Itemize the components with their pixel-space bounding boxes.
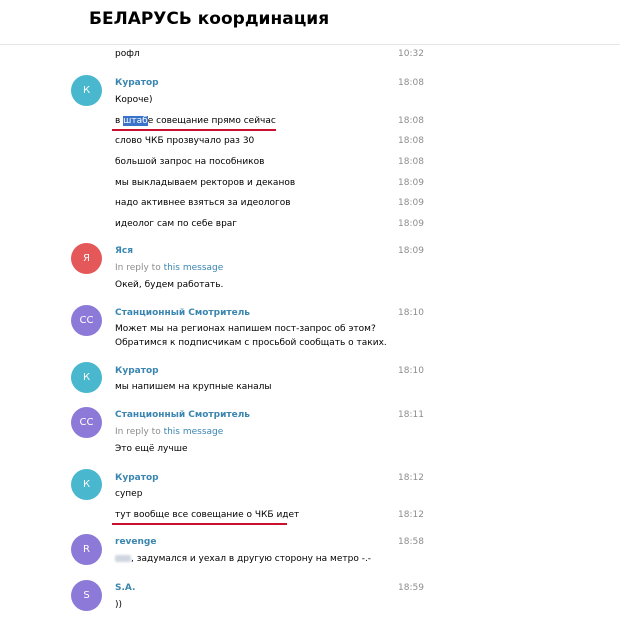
message-text: надо активнее взяться за идеологов xyxy=(115,198,291,208)
message-text xyxy=(115,553,371,566)
reply-prefix: In reply to xyxy=(115,263,161,273)
reply-reference xyxy=(115,262,223,275)
avatar[interactable]: СС xyxy=(71,305,102,336)
message-text: мы выкладываем ректоров и деканов xyxy=(115,178,296,188)
message-time: 18:59 xyxy=(398,583,424,593)
message-author[interactable]: revenge xyxy=(115,537,157,547)
message-time: 18:11 xyxy=(398,410,424,420)
message-time: 18:09 xyxy=(398,178,424,188)
red-underline xyxy=(112,129,276,131)
reply-reference xyxy=(115,426,223,439)
message-time: 18:12 xyxy=(398,510,424,520)
message-text: рофл xyxy=(115,49,140,59)
message-author[interactable]: Станционный Смотритель xyxy=(115,308,250,318)
message-time: 18:58 xyxy=(398,537,424,547)
message-author[interactable]: Куратор xyxy=(115,473,159,483)
message-time: 18:08 xyxy=(398,136,424,146)
message-text: )) xyxy=(115,600,123,610)
message-time: 18:10 xyxy=(398,308,424,318)
message-time: 18:08 xyxy=(398,157,424,167)
message-author[interactable]: S.A. xyxy=(115,583,136,593)
message-text: Обратимся к подписчикам с просьбой сообщать о таких. xyxy=(115,338,387,348)
message-text: слово ЧКБ прозвучало раз 30 xyxy=(115,136,255,146)
message-time: 18:08 xyxy=(398,116,424,126)
message-text: большой запрос на пособников xyxy=(115,157,265,167)
message-text: Короче) xyxy=(115,95,153,105)
message-text: идеолог сам по себе враг xyxy=(115,219,238,229)
reply-prefix: In reply to xyxy=(115,427,161,437)
red-underline xyxy=(112,523,287,525)
message-time: 18:09 xyxy=(398,219,424,229)
avatar[interactable]: К xyxy=(71,469,102,500)
message-text-part: , задумался и уехал в другую сторону на метро -.- xyxy=(131,554,372,564)
message-time: 18:08 xyxy=(398,78,424,88)
avatar[interactable]: Я xyxy=(71,243,102,274)
message-text: Это ещё лучше xyxy=(115,444,188,454)
message-text: супер xyxy=(115,489,143,499)
chat-title: БЕЛАРУСЬ координация xyxy=(89,9,330,29)
message-text: тут вообще все совещание о ЧКБ идет xyxy=(115,510,300,520)
message-time: 10:32 xyxy=(398,49,424,59)
redacted-text xyxy=(115,555,131,562)
avatar[interactable]: R xyxy=(71,534,102,565)
selected-text: штаб xyxy=(123,116,148,126)
avatar[interactable]: S xyxy=(71,580,102,611)
message-text-part: в xyxy=(115,116,124,126)
message-author[interactable]: Куратор xyxy=(115,78,159,88)
message-text-part: е совещание прямо сейчас xyxy=(147,116,276,126)
chat-header xyxy=(0,0,620,45)
message-time: 18:09 xyxy=(398,246,424,256)
message-author[interactable]: Куратор xyxy=(115,366,159,376)
message-text: Может мы на регионах напишем пост-запрос об этом? xyxy=(115,324,376,334)
message-author[interactable]: Яся xyxy=(115,246,134,256)
avatar[interactable]: К xyxy=(71,75,102,106)
reply-link[interactable]: this message xyxy=(163,263,224,273)
message-time: 18:10 xyxy=(398,366,424,376)
message-text: Окей, будем работать. xyxy=(115,280,224,290)
message-time: 18:12 xyxy=(398,473,424,483)
message-author[interactable]: Станционный Смотритель xyxy=(115,410,250,420)
reply-link[interactable]: this message xyxy=(163,427,224,437)
message-text: мы напишем на крупные каналы xyxy=(115,382,272,392)
avatar[interactable]: СС xyxy=(71,407,102,438)
message-text xyxy=(115,115,276,128)
avatar[interactable]: К xyxy=(71,362,102,393)
message-time: 18:09 xyxy=(398,198,424,208)
